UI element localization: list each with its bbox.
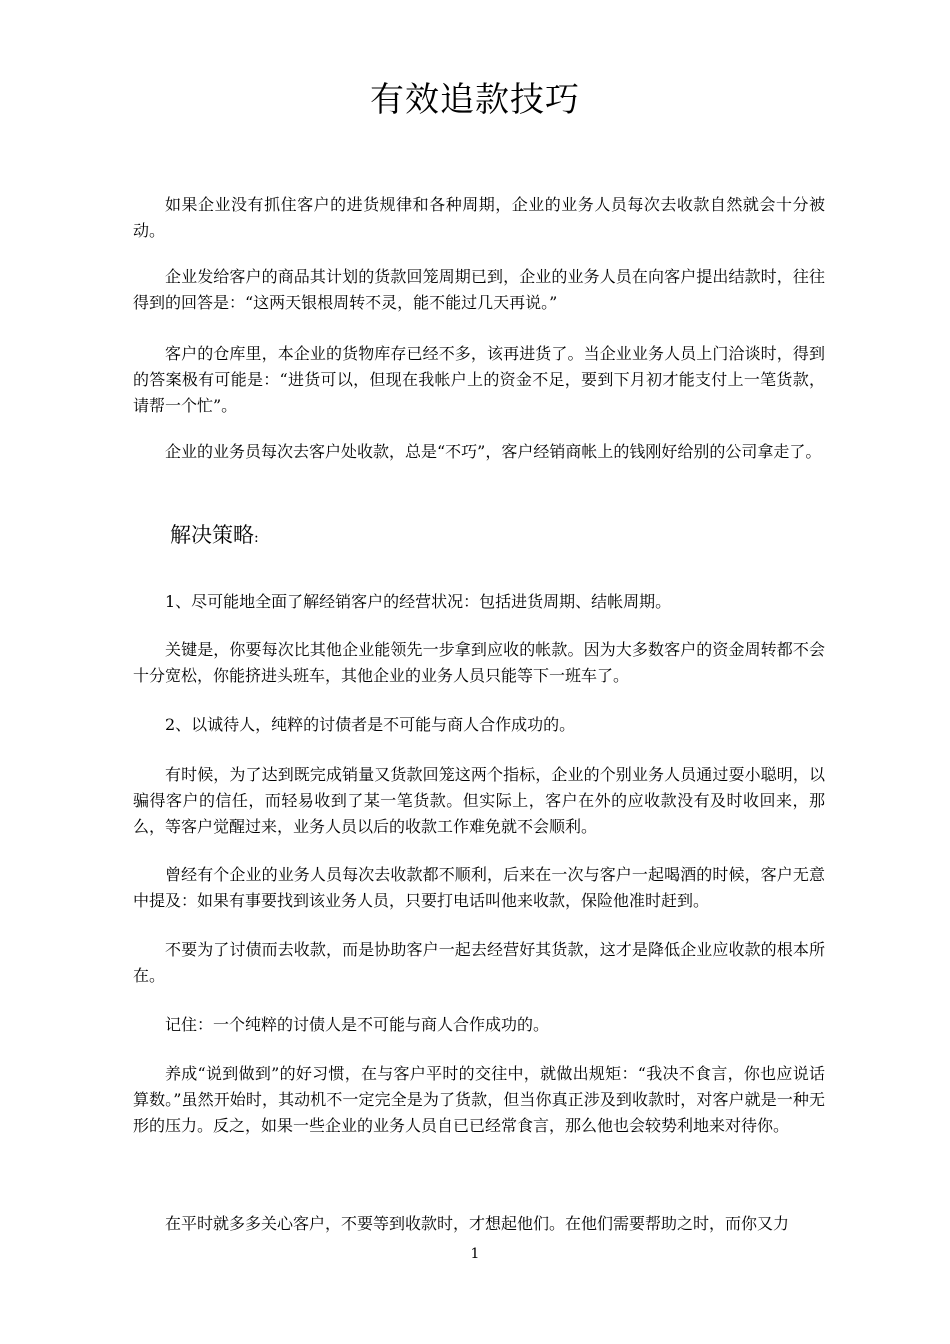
paragraph: 养成“说到做到”的好习惯，在与客户平时的交往中，就做出规矩：“我决不食言，你也应说话算数。”虽然开始时，其动机不一定完全是为了货款，但当你真正涉及到收款时，对客户就是一种无形的压力。反之，如果一些企业的业务人员自已已经常食言，那么他也会较势利地来对待你。 — [133, 1064, 825, 1135]
paragraph: 不要为了讨债而去收款，而是协助客户一起去经营好其货款，这才是降低企业应收款的根本所在。 — [133, 940, 825, 985]
paragraph: 企业发给客户的商品其计划的货款回笼周期已到，企业的业务人员在向客户提出结款时，往往得到的回答是：“这两天银根周转不灵，能不能过几天再说。” — [133, 267, 825, 312]
section-heading-text: 解决策略 — [170, 523, 254, 547]
section-heading — [170, 520, 259, 553]
paragraph: 2、以诚待人，纯粹的讨债者是不可能与商人合作成功的。 — [165, 715, 576, 734]
paragraph: 关键是，你要每次比其他企业能领先一步拿到应收的帐款。因为大多数客户的资金周转都不会十分宽松，你能挤进头班车，其他企业的业务人员只能等下一班车了。 — [133, 640, 825, 685]
paragraph: 企业的业务员每次去客户处收款，总是“不巧”，客户经销商帐上的钱刚好给别的公司拿走了。 — [165, 442, 822, 461]
paragraph: 如果企业没有抓住客户的进货规律和各种周期，企业的业务人员每次去收款自然就会十分被动。 — [133, 195, 825, 240]
page-title: 有效追款技巧 — [370, 80, 580, 120]
paragraph: 客户的仓库里，本企业的货物库存已经不多，该再进货了。当企业业务人员上门洽谈时，得到的答案极有可能是：“进货可以，但现在我帐户上的资金不足，要到下月初才能支付上一笔货款，请帮一个忙”。 — [133, 344, 825, 415]
paragraph: 记住：一个纯粹的讨债人是不可能与商人合作成功的。 — [165, 1015, 550, 1034]
paragraph: 1、尽可能地全面了解经销客户的经营状况：包括进货周期、结帐周期。 — [165, 592, 672, 611]
paragraph: 曾经有个企业的业务人员每次去收款都不顺利，后来在一次与客户一起喝酒的时候，客户无意中提及：如果有事要找到该业务人员，只要打电话叫他来收款，保险他准时赶到。 — [133, 865, 825, 910]
paragraph: 有时候，为了达到既完成销量又货款回笼这两个指标，企业的个别业务人员通过耍小聪明，以骗得客户的信任，而轻易收到了某一笔货款。但实际上，客户在外的应收款没有及时收回来，那么，等客户觉醒过来，业务人员以后的收款工作难免就不会顺利。 — [133, 765, 825, 836]
page-number: 1 — [470, 1246, 480, 1262]
section-heading-colon: : — [254, 530, 259, 546]
paragraph: 在平时就多多关心客户，不要等到收款时，才想起他们。在他们需要帮助之时，而你又力 — [165, 1214, 790, 1233]
